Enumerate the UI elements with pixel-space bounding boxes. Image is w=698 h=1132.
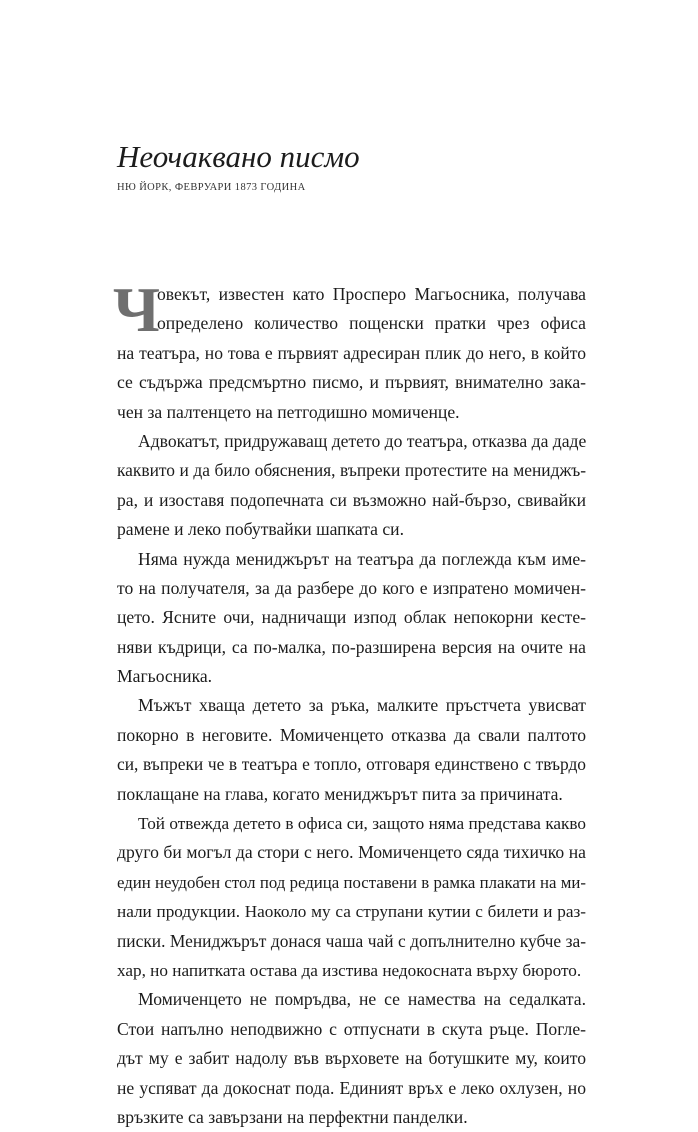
text-line: Стои напълно неподвижно с отпуснати в скута ръце. Погле-: [117, 1018, 586, 1039]
text-line: чен за палтенцето на петгодишно момиченце.: [117, 401, 460, 422]
text-line: Той отвежда детето в офиса си, защото няма представа какво: [138, 814, 586, 834]
text-line: няви къдрици, са по-малка, по-разширена версия на очите на: [117, 636, 586, 657]
body-text: [113, 274, 587, 1132]
drop-cap: Ч: [113, 274, 160, 345]
text-line: един неудобен стол под редица поставени в рамка плакати на ми-: [117, 872, 586, 892]
text-line: определено количество пощенски пратки чрез офиса: [157, 313, 586, 334]
text-line: Магьосника.: [117, 666, 213, 687]
text-line: овекът, известен като Просперо Магьосника, получава: [157, 284, 586, 304]
chapter-title: Неочаквано писмо: [117, 139, 360, 174]
text-line: не успяват да докоснат пода. Единият връх е леко охлузен, но: [117, 1077, 586, 1098]
text-line: ра, и изоставя подопечната си възможно най-бързо, свивайки: [117, 489, 586, 510]
text-line: Няма нужда мениджърът на театъра да поглежда към име-: [138, 548, 586, 569]
text-line: на театъра, но това е първият адресиран плик до него, в който: [117, 342, 586, 363]
text-line: връзките са завързани на перфектни панделки.: [117, 1106, 468, 1127]
text-line: рамене и леко побутвайки шапката си.: [117, 519, 404, 540]
text-line: то на получателя, за да разбере до кого е изпратено момичен-: [117, 577, 586, 598]
text-line: нали продукции. Наоколо му са струпани кутии с билети и раз-: [117, 902, 586, 922]
text-line: дът му е забит надолу във върховете на ботушките му, които: [117, 1048, 586, 1069]
text-line: друго би могъл да стори с него. Момиченцето сяда тихичко на: [117, 842, 586, 863]
text-line: цето. Ясните очи, надничащи изпод облак непокорни кесте-: [117, 607, 586, 628]
text-line: си, въпреки че в театъра е топло, отговаря единствено с твърдо: [117, 754, 586, 775]
text-line: каквито и да било обяснения, въпреки протестите на мениджъ-: [117, 460, 586, 481]
text-line: Момиченцето не помръдва, не се намества на седалката.: [138, 989, 586, 1010]
text-line: поклащане на глава, когато мениджърът пита за причината.: [117, 783, 563, 804]
text-line: писки. Мениджърът донася чаша чай с допълнително кубче за-: [117, 930, 586, 951]
text-line: хар, но напитката остава да изстива недокосната върху бюрото.: [117, 960, 582, 980]
text-line: Мъжът хваща детето за ръка, малките пръстчета увисват: [138, 695, 586, 716]
chapter-subtitle: НЮ ЙОРК, ФЕВРУАРИ 1873 ГОДИНА: [117, 182, 306, 193]
text-line: Адвокатът, придружаващ детето до театъра, отказва да даде: [138, 430, 587, 451]
text-line: покорно в неговите. Момиченцето отказва да свали палтото: [117, 724, 586, 745]
text-line: се съдържа предсмъртно писмо, и първият, внимателно зака-: [117, 372, 586, 393]
